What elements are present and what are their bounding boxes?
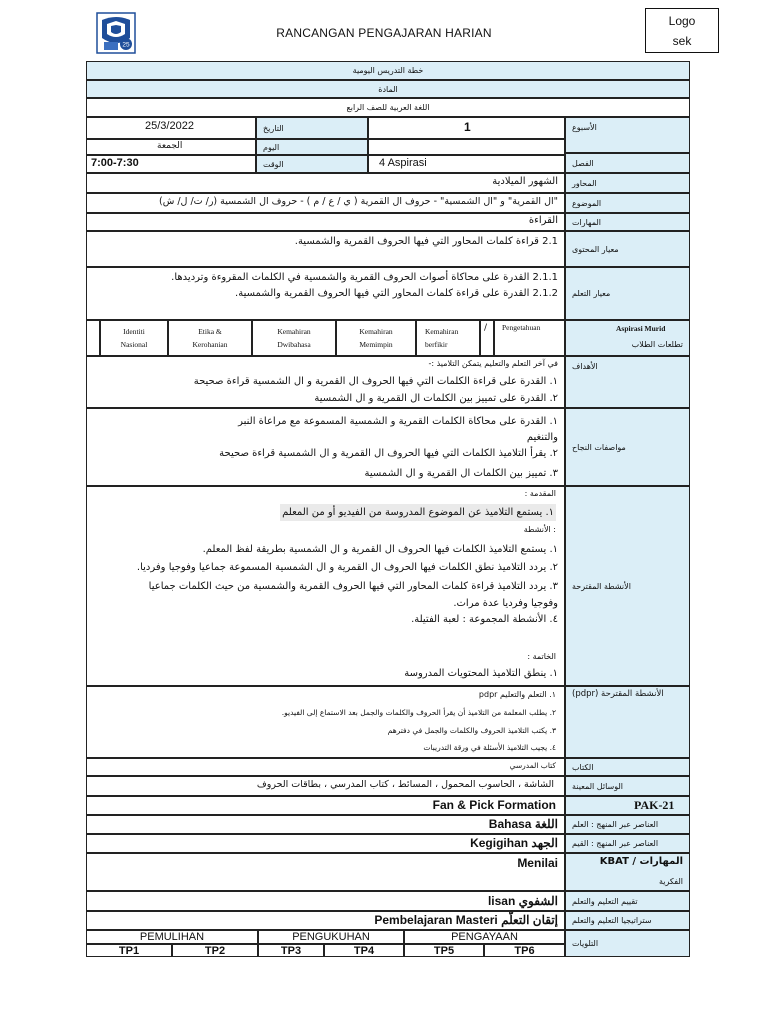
aspirasi-kemahiran-memimpin — [336, 320, 416, 356]
tp-level-label: TP6 — [514, 944, 535, 957]
time-value-cell — [86, 155, 256, 173]
cross2-label-cell — [565, 834, 690, 853]
activities-label-cell — [565, 486, 690, 686]
aspirasi-item-line: Memimpin — [359, 340, 393, 349]
skills-label-cell — [565, 213, 690, 231]
aspirasi-etika-kerohanian — [168, 320, 252, 356]
aspirasi-item-line: Pengetahuan — [502, 323, 541, 332]
activities-closing-title: الخاتمة : — [527, 652, 556, 661]
activity-item-2: ٢. يردد التلاميذ نطق الكلمات فيها الحروف ال القمرية و ال الشمسية المسموعة جماعيا وفوجيا وفرديا. — [136, 562, 558, 573]
class-value: 4 Aspirasi — [379, 157, 427, 169]
aspirasi-item-line: Etika & — [198, 327, 222, 336]
book-value: كتاب المدرسي — [509, 761, 556, 770]
aspirasi-check-mark: / — [484, 323, 488, 333]
pdpr-label: الأنشطة المقترحة (pdpr) — [572, 689, 664, 699]
logo-label-line-1: Logo — [668, 13, 696, 28]
aspirasi-item-line: Nasional — [120, 340, 148, 349]
tp-group-label: PEMULIHAN — [139, 931, 205, 943]
assessment-label: تقييم التعليم والتعلم — [572, 896, 638, 906]
tp-group-label: PENGAYAAN — [451, 931, 518, 943]
pdpr-label-cell — [565, 686, 690, 758]
pdpr-item-4: ٤. يجيب التلاميذ الأسئلة في ورقة التدريبات — [423, 743, 556, 752]
cross1-value: Bahasa اللغة — [488, 817, 558, 831]
aspirasi-label-malay: Aspirasi Murid — [616, 324, 666, 333]
content-standard-value: 2.1 قراءة كلمات المحاور التي فيها الحروف القمرية والشمسية. — [294, 236, 558, 247]
pak21-cell — [565, 796, 690, 815]
tp-level-label: TP1 — [118, 944, 140, 957]
date-label: التاريخ — [263, 123, 284, 133]
hots-value: Menilai — [517, 856, 558, 870]
tp-level-4 — [324, 944, 404, 957]
content-standard-value-cell — [86, 231, 565, 267]
class-label: الفصل — [572, 158, 594, 168]
tp-level-2 — [172, 944, 258, 957]
tp-level-label: TP4 — [353, 944, 375, 957]
day-label: اليوم — [263, 142, 280, 152]
tp-group-pengukuhan — [258, 930, 404, 944]
cross1-label-cell — [565, 815, 690, 834]
activity-item-4: ٤. الأنشطة المجموعة : لعبة الفتيلة. — [411, 614, 558, 625]
objectives-label: الأهداف — [572, 362, 598, 371]
content-standard-label: معيار المحتوى — [572, 244, 619, 254]
aspirasi-item-line: Dwibahasa — [277, 340, 311, 349]
pdpr-item-2: ٢. يطلب المعلمة من التلاميذ أن يقرأ الحروف والكلمات والجمل بعد الاستماع إلى الفيديو. — [281, 708, 556, 717]
subject-title-text: المادة — [378, 84, 398, 94]
aids-value-cell — [86, 776, 565, 796]
cross1-label: العناصر عبر المنهج : العلم — [572, 820, 659, 829]
learning-standard-value-cell — [86, 267, 565, 320]
plan-title-text: خطة التدريس اليومية — [352, 66, 424, 75]
pdpr-item-3: ٣. يكتب التلاميذ الحروف والكلمات والجمل في دفترهم — [387, 726, 556, 735]
school-logo-placeholder — [645, 8, 719, 53]
aspirasi-item-line: Identiti — [123, 327, 145, 336]
plan-title-row — [86, 61, 690, 80]
theme-value-cell — [86, 173, 565, 193]
skills-value: القراءة — [528, 215, 558, 226]
strategy-value-cell — [86, 911, 565, 930]
activity-item-1: ١. يستمع التلاميذ الكلمات فيها الحروف ال القمرية و ال الشمسية بطريقة لفظ المعلم. — [202, 544, 558, 555]
date-value: 25/3/2022 — [145, 120, 194, 132]
theme-value: الشهور الميلادية — [492, 176, 558, 187]
aspirasi-identiti-nasional — [100, 320, 168, 356]
subject-name-text: اللغة العربية للصف الرابع — [346, 103, 430, 112]
tp-group-pengayaan — [404, 930, 565, 944]
date-value-cell — [86, 117, 256, 139]
tp-level-label: TP3 — [280, 944, 302, 957]
learning-standard-label-cell — [565, 267, 690, 320]
success-item-1-cont: والتنغيم — [526, 432, 558, 443]
theme-label-cell — [565, 173, 690, 193]
hots-label-2: الفكرية — [658, 877, 683, 886]
aids-label-cell — [565, 776, 690, 796]
activity-item-3: ٣. يردد التلاميذ قراءة كلمات المحاور التي فيها الحروف القمرية والشمسية من حيث الكلمات جماعيا — [148, 581, 558, 592]
aids-value-2: Fan & Pick Formation — [432, 798, 556, 812]
aspirasi-pengetahuan — [494, 320, 565, 356]
success-item-1: ١. القدرة على محاكاة الكلمات القمرية و الشمسية المسموعة مع مراعاة النبر — [238, 416, 558, 427]
page-title: RANCANGAN PENGAJARAN HARIAN — [276, 26, 492, 40]
tp-level-label: TP2 — [204, 944, 226, 957]
aspirasi-item-line: Kemahiran — [359, 327, 393, 336]
success-criteria-label-cell — [565, 408, 690, 486]
tp-group-pemulihan — [86, 930, 258, 944]
time-value: 7:00-7:30 — [91, 157, 139, 169]
hots-value-cell — [86, 853, 565, 891]
aspirasi-kemahiran-berfikir — [416, 320, 480, 356]
activities-intro-title: المقدمة : — [524, 489, 556, 498]
tp-level-6 — [484, 944, 565, 957]
book-label: الكتاب — [572, 762, 594, 772]
activity-item-3-cont: وفوجيا وفرديا عدة مرات. — [453, 598, 558, 609]
success-item-2: ٢. يقرأ التلاميذ الكلمات التي فيها الحروف ال القمرية و ال الشمسية قراءة صحيحة — [219, 448, 558, 459]
objective-item-2: ٢. القدرة على تمييز بين الكلمات ال القمرية و ال الشمسية — [314, 393, 558, 404]
week-label: الأسبوع — [572, 123, 597, 132]
objectives-intro: في آخر التعلم والتعليم يتمكن التلاميذ :- — [428, 359, 558, 368]
activities-closing-item: ١. ينطق التلاميذ المحتويات المدروسة — [404, 668, 558, 679]
cross2-value-cell — [86, 834, 565, 853]
content-standard-label-cell — [565, 231, 690, 267]
learning-standard-1: 2.1.1 القدرة على محاكاة أصوات الحروف القمرية والشمسية في الكلمات المقروءة وترديدها. — [171, 272, 558, 283]
time-label: الوقت — [263, 159, 284, 169]
aspirasi-item-line: Kemahiran — [277, 327, 311, 336]
week-label-cell — [565, 117, 690, 153]
week-value: 1 — [464, 120, 471, 134]
day-spacer-cell — [368, 139, 565, 155]
objectives-label-cell — [565, 356, 690, 408]
objectives-value-cell — [86, 356, 565, 408]
topic-label: الموضوع — [572, 198, 602, 208]
day-value: الجمعة — [157, 141, 183, 151]
cross2-label: العناصر عبر المنهج : القيم — [572, 839, 659, 848]
strategy-label: ستراتيجيا التعليم والتعلم — [572, 916, 652, 925]
learning-standard-2: 2.1.2 القدرة على قراءة كلمات المحاور التي فيها الحروف القمرية والشمسية. — [235, 288, 558, 299]
cross1-value-cell — [86, 815, 565, 834]
topic-value: "ال القمرية" و "ال الشمسية" - حروف ال القمرية ( ي / ع / م ) - حروف ال الشمسية (ر/ ت/ ل/ ش) — [159, 196, 558, 207]
tp-group-label: PENGUKUHAN — [292, 931, 370, 943]
aspirasi-label-arabic: تطلعات الطلاب — [631, 340, 683, 349]
logo-label-line-2: sek — [672, 33, 692, 48]
aspirasi-kemahiran-dwibahasa — [252, 320, 336, 356]
assessment-value-cell — [86, 891, 565, 911]
book-label-cell — [565, 758, 690, 776]
pak21-value: PAK-21 — [634, 798, 675, 812]
strategy-label-cell — [565, 911, 690, 930]
objective-item-1: ١. القدرة على قراءة الكلمات التي فيها الحروف ال القمرية و ال الشمسية قراءة صحيحة — [193, 376, 558, 387]
activities-intro-item: ١. يستمع التلاميذ عن الموضوع المدروسة من الفيديو أو من المعلم — [280, 504, 556, 521]
hots-label: المهارات / KBAT — [599, 856, 683, 867]
time-label-cell — [256, 155, 368, 173]
activities-main-title: : الأنشطة — [523, 525, 556, 534]
subject-name-row — [86, 98, 690, 117]
tp-label-cell — [565, 930, 690, 957]
learning-standard-label: معيار التعلم — [572, 289, 611, 298]
subject-title-row — [86, 80, 690, 98]
strategy-value: Pembelajaran Masteri إتقان التعلّم — [374, 913, 558, 927]
tp-level-5 — [404, 944, 484, 957]
skills-label: المهارات — [572, 217, 602, 227]
pdpr-value-cell — [86, 686, 565, 758]
aspirasi-selected-mark — [480, 320, 494, 356]
emblem-number: 25 — [122, 41, 130, 49]
aids-value: الشاشة ، الحاسوب المحمول ، المسائط ، كتاب المدرسي ، بطاقات الحروف — [256, 779, 554, 790]
book-value-cell — [86, 758, 565, 776]
topic-label-cell — [565, 193, 690, 213]
theme-label: المحاور — [572, 178, 597, 188]
tp-level-1 — [86, 944, 172, 957]
day-label-cell — [256, 139, 368, 155]
day-value-cell — [86, 139, 256, 155]
tp-label: التلويات — [572, 939, 599, 948]
aids-label: الوسائل المعينة — [572, 781, 624, 791]
activities-label: الأنشطة المقترحة — [572, 581, 631, 591]
activities-value-cell — [86, 486, 565, 686]
skills-value-cell — [86, 213, 565, 231]
aspirasi-item-line: Kerohanian — [192, 340, 228, 349]
week-value-cell — [368, 117, 565, 139]
tp-level-label: TP5 — [433, 944, 455, 957]
class-value-cell — [368, 155, 565, 173]
hots-label-cell — [565, 853, 690, 891]
success-criteria-label: مواصفات النجاح — [572, 442, 626, 452]
date-label-cell — [256, 117, 368, 139]
aspirasi-item-line: berfikir — [425, 340, 448, 349]
assessment-value: lisan الشفوي — [487, 894, 558, 908]
aspirasi-spacer-cell — [86, 320, 100, 356]
aspirasi-item-line: Kemahiran — [425, 327, 459, 336]
class-label-cell — [565, 153, 690, 173]
aids-value2-cell — [86, 796, 565, 815]
tp-level-3 — [258, 944, 324, 957]
assessment-label-cell — [565, 891, 690, 911]
topic-value-cell — [86, 193, 565, 213]
aspirasi-label-cell — [565, 320, 690, 356]
pdpr-item-1: ١. التعلم والتعليم pdpr — [478, 690, 556, 699]
success-criteria-value-cell — [86, 408, 565, 486]
success-item-3: ٣. تمييز بين الكلمات ال القمرية و ال الشمسية — [364, 468, 558, 479]
cross2-value: Kegigihan الجهد — [470, 836, 558, 850]
